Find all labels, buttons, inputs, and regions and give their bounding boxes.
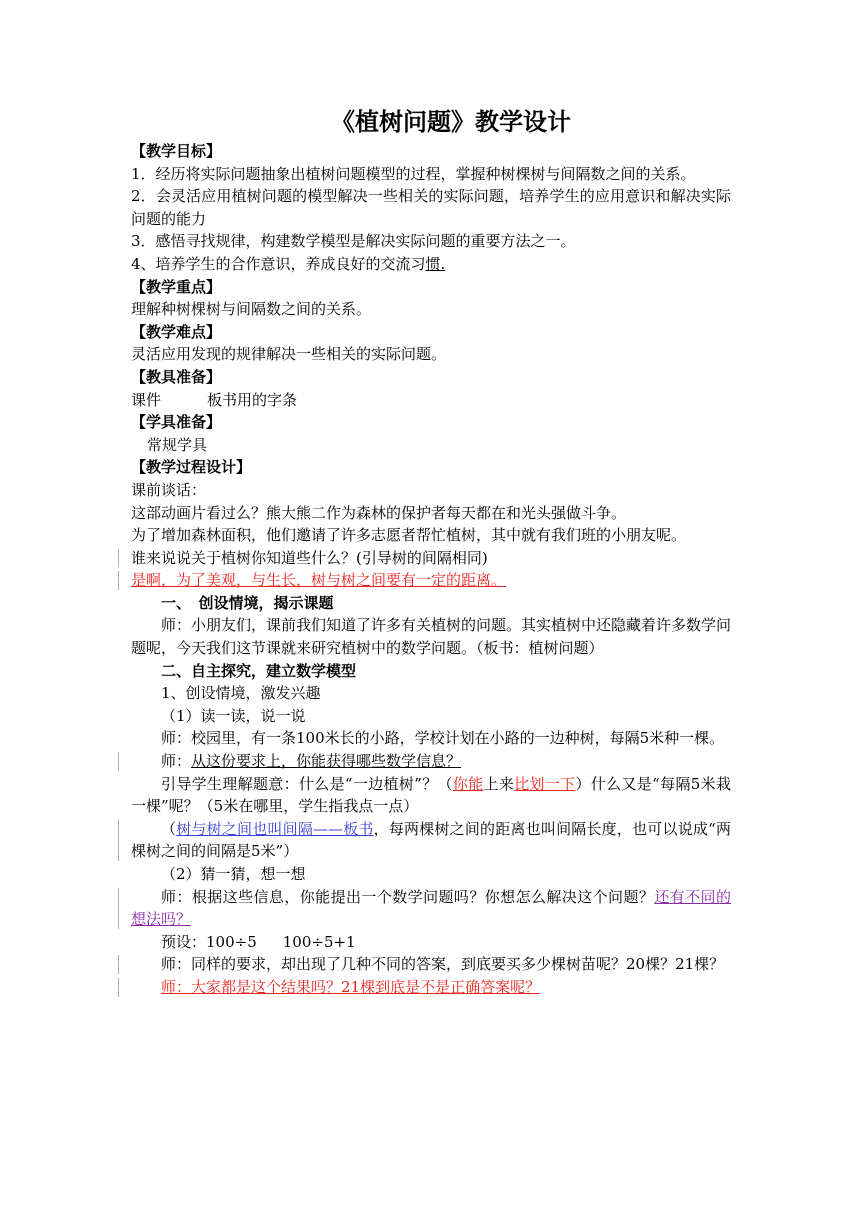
- section-1-paragraph: 师：小朋友们，课前我们知道了许多有关植树的问题。其实植树中还隐藏着许多数学问题呢，今天我们这节课就来研究植树中的数学问题。（板书：植树问题）: [131, 616, 732, 658]
- section-1-heading: 一、 创设情境，揭示课题: [161, 593, 334, 612]
- document-body: [131, 104, 731, 999]
- teacher-final-question-revision: 师：大家都是这个结果吗？21棵到底是不是正确答案呢？: [131, 976, 731, 999]
- heading-student-tools: 【学具准备】: [131, 413, 222, 432]
- paragraph-cartoon: 这部动画片看过么？熊大熊二作为森林的保护者每天都在和光头强做斗争。: [131, 503, 627, 522]
- objective-4: 4、培养学生的合作意识，养成良好的交流习惯.: [131, 254, 446, 273]
- section-2-step-1b: （2）猜一猜，想一想: [161, 865, 306, 883]
- objective-2: 2．会灵活应用植树问题的模型解决一些相关的实际问题，培养学生的应用意识和解决实际问题的能力: [131, 187, 731, 228]
- section-2-step-1: 1、创设情境，激发兴趣: [161, 684, 321, 703]
- teacher-question-info: 师：从这份要求上，你能获得哪些数学信息？: [131, 750, 731, 773]
- heading-process: 【教学过程设计】: [131, 458, 252, 477]
- student-tools: 常规学具: [147, 435, 208, 454]
- section-2-heading: 二、自主探究，建立数学模型: [161, 661, 357, 680]
- heading-difficulties: 【教学难点】: [131, 322, 222, 341]
- key-points: 理解种树棵树与间隔数之间的关系。: [131, 300, 372, 319]
- objective-1: 1．经历将实际问题抽象出植树问题模型的过程，掌握种树棵树与间隔数之间的关系。: [131, 164, 696, 183]
- difficulties: 灵活应用发现的规律解决一些相关的实际问题。: [131, 345, 447, 364]
- page-title: 《植树问题》教学设计: [331, 108, 571, 136]
- teacher-question-problem: 师：根据这些信息，你能提出一个数学问题吗？你想怎么解决这个问题？还有不同的想法吗？: [131, 886, 731, 931]
- teacher-different-answers: 师：同样的要求，却出现了几种不同的答案，到底要买多少棵树苗呢？20棵？21棵？: [131, 953, 731, 976]
- objective-3: 3．感悟寻找规律，构建数学模型是解决实际问题的重要方法之一。: [131, 232, 576, 251]
- section-2-step-1a: （1）读一读，说一说: [161, 706, 306, 725]
- preset-answers: 预设：100÷5 100÷5+1: [161, 932, 356, 951]
- heading-objectives: 【教学目标】: [131, 142, 222, 160]
- paragraph-question: 谁来说说关于植树你知道些什么？(引导树的间隔相同): [131, 547, 731, 570]
- teacher-scenario: 师：校园里，有一条100米长的小路，学校计划在小路的一边种树，每隔5米种一棵。: [161, 729, 725, 748]
- interval-note: （树与树之间也叫间隔——板书，每两棵树之间的距离也叫间隔长度，也可以说成“两棵树之间的间隔是5米”）: [131, 818, 731, 863]
- paragraph-forest: 为了增加森林面积，他们邀请了许多志愿者帮忙植树，其中就有我们班的小朋友呢。: [131, 526, 687, 545]
- heading-key-points: 【教学重点】: [131, 277, 222, 296]
- teaching-tools: 课件 板书用的字条: [131, 390, 298, 409]
- pre-class-talk: 课前谈话：: [131, 480, 207, 499]
- paragraph-answer-revision: 是啊，为了美观，与生长，树与树之间要有一定的距离。: [131, 569, 731, 592]
- heading-teaching-tools: 【教具准备】: [131, 367, 222, 386]
- guide-understanding: 引导学生理解题意：什么是“一边植树”？（你能上来比划一下）什么又是“每隔5米栽一棵”呢？（5米在哪里，学生指我点一点）: [131, 774, 731, 816]
